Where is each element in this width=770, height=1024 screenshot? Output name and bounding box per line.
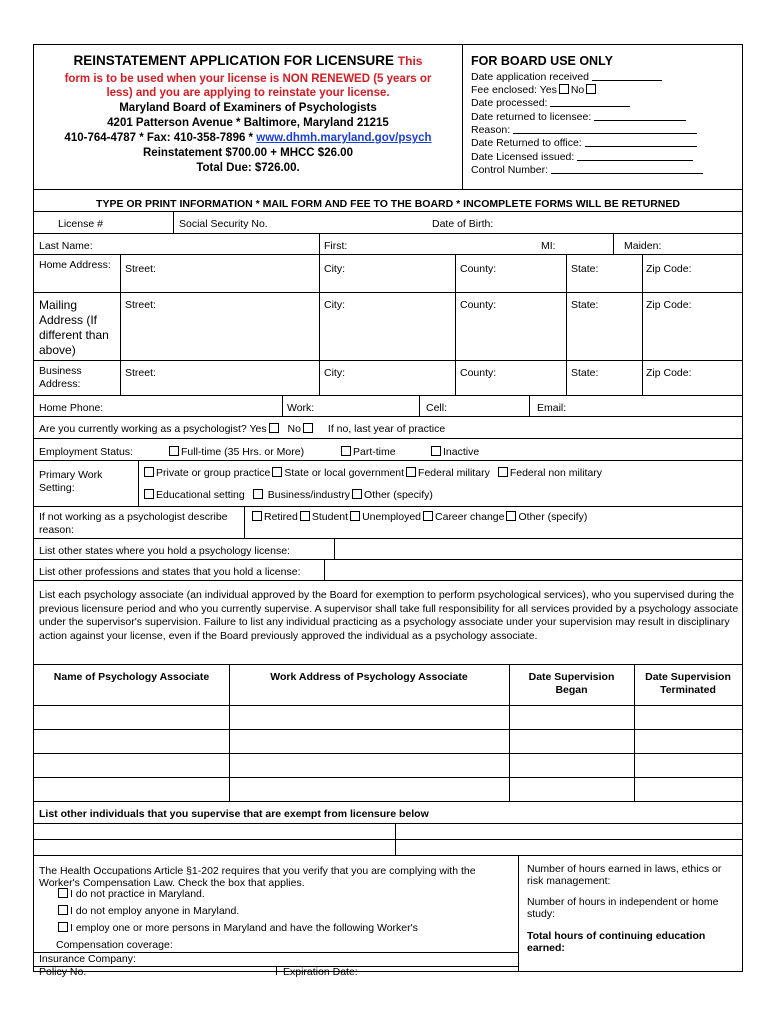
state-gov-checkbox[interactable] [272, 467, 282, 477]
license-row [34, 212, 742, 234]
primary-setting-label: Primary Work Setting: [39, 469, 103, 494]
associates-table-header [34, 665, 742, 706]
home-address-row [34, 255, 742, 293]
reason-options: Retired Student Unemployed Career change Other (specify) [250, 511, 587, 524]
reason-field[interactable]: Reason: [471, 124, 697, 137]
first-name-field[interactable]: First: [324, 240, 348, 252]
business-address-row [34, 361, 742, 396]
date-processed-field[interactable]: Date processed: [471, 97, 630, 110]
retired-checkbox[interactable] [252, 511, 262, 521]
workers-comp-section [34, 856, 742, 978]
table-row[interactable] [34, 730, 742, 754]
employment-status-label: Employment Status: [39, 446, 133, 458]
instructions: TYPE OR PRINT INFORMATION * MAIL FORM AND FEE TO THE BOARD * INCOMPLETE FORMS WILL BE RETURNED [96, 198, 680, 210]
full-time-checkbox[interactable] [169, 446, 179, 456]
ce-laws-field[interactable]: Number of hours earned in laws, ethics or risk management: [527, 863, 722, 887]
table-row[interactable] [34, 754, 742, 778]
table-row[interactable] [34, 778, 742, 802]
ce-total-field[interactable]: Total hours of continuing education earned: [527, 930, 706, 954]
fed-mil-checkbox[interactable] [406, 467, 416, 477]
not-working-row [34, 507, 742, 539]
table-row[interactable] [34, 706, 742, 730]
mi-field[interactable]: MI: [541, 240, 556, 252]
wc-option-2-checkbox[interactable] [58, 905, 68, 915]
business-address-label: Business Address: [39, 365, 82, 390]
other-states-row [34, 539, 742, 560]
date-returned-field[interactable]: Date returned to licensee: [471, 111, 686, 124]
insurance-company-field[interactable]: Insurance Company: [39, 953, 136, 965]
other-setting-checkbox[interactable] [352, 489, 362, 499]
exempt-heading-row [34, 802, 742, 824]
associates-paragraph: List each psychology associate (an individual approved by the Board for exemption to perform psychological services), who you supervised during the previous licensure period and who you currently supervise. A supervisor shall take full responsibility for all services provided by a psychology associate under the supervisor's supervision. Failure to list any individual practicing as a psychology associate under your supervision may result in disciplinary action against your license, even if the Board previously approved the individual as a psychology associate. [39, 589, 739, 642]
wc-option-3-checkbox[interactable] [58, 922, 68, 932]
working-no-checkbox[interactable] [303, 423, 313, 433]
fee-line: Reinstatement $700.00 + MHCC $26.00 [143, 147, 353, 159]
home-address-label: Home Address: [39, 259, 111, 271]
wc-option-3-cont: Compensation coverage: [56, 939, 173, 951]
workers-comp-paragraph: The Health Occupations Article §1-202 requires that you verify that you are complying with the Worker's Compensation Law. Check the box that applies. [39, 865, 476, 889]
cell-phone-field[interactable]: Cell: [426, 402, 448, 414]
email-field[interactable]: Email: [537, 402, 567, 414]
business-checkbox[interactable] [253, 489, 263, 499]
table-row[interactable] [34, 824, 742, 840]
wc-option-1[interactable]: I do not practice in Maryland. [56, 888, 205, 901]
form-title: REINSTATEMENT APPLICATION FOR LICENSURE This [73, 53, 423, 68]
board-address: 4201 Patterson Avenue * Baltimore, Maryland 21215 [107, 117, 389, 129]
instructions-row [34, 190, 742, 212]
total-due: Total Due: $726.00. [196, 162, 300, 174]
last-year-field[interactable]: If no, last year of practice [327, 423, 446, 435]
business-zip-field[interactable]: Zip Code: [646, 367, 692, 379]
other-professions-label: List other professions and states that you hold a license: [39, 566, 301, 578]
wc-option-1-checkbox[interactable] [58, 888, 68, 898]
mailing-street-field[interactable]: Street: [125, 299, 156, 311]
header-section [34, 45, 742, 190]
setting-row-1: Private or group practice State or local government Federal military Federal non military [142, 467, 602, 480]
fed-nonmil-checkbox[interactable] [498, 467, 508, 477]
exempt-heading: List other individuals that you supervise that are exempt from licensure below [39, 808, 429, 820]
full-time-option[interactable]: Full-time (35 Hrs. or More) [167, 446, 304, 459]
other-reason-checkbox[interactable] [506, 511, 516, 521]
board-name: Maryland Board of Examiners of Psychologists [119, 102, 377, 114]
not-working-label: If not working as a psychologist describe reason: [39, 511, 228, 536]
fee-yes-checkbox[interactable] [559, 84, 569, 94]
other-professions-row [34, 560, 742, 581]
mailing-zip-field[interactable]: Zip Code: [646, 299, 692, 311]
expiration-date-field[interactable]: Expiration Date: [283, 966, 358, 978]
business-street-field[interactable]: Street: [125, 367, 156, 379]
student-checkbox[interactable] [300, 511, 310, 521]
table-row[interactable] [34, 840, 742, 856]
wc-option-3[interactable]: I employ one or more persons in Maryland and have the following Worker's [56, 922, 418, 935]
working-question: Are you currently working as a psychologist? Yes No If no, last year of practice [39, 423, 446, 435]
col-date-began: Date Supervision Began [528, 671, 615, 696]
wc-option-2[interactable]: I do not employ anyone in Maryland. [56, 905, 239, 918]
date-licensed-field[interactable]: Date Licensed issued: [471, 151, 693, 164]
date-returned-office-field[interactable]: Date Returned to office: [471, 137, 697, 150]
date-received-field[interactable]: Date application received [471, 71, 662, 84]
last-name-field[interactable]: Last Name: [39, 240, 93, 252]
mailing-city-field[interactable]: City: [324, 299, 345, 311]
dob-field[interactable]: Date of Birth: [432, 218, 494, 230]
policy-number-field[interactable]: Policy No. [39, 966, 87, 978]
license-number-field[interactable]: License # [58, 218, 103, 230]
home-zip-field[interactable]: Zip Code: [646, 263, 692, 275]
business-city-field[interactable]: City: [324, 367, 345, 379]
private-checkbox[interactable] [144, 467, 154, 477]
reinstatement-form [33, 44, 743, 978]
associates-paragraph-row [34, 581, 742, 665]
working-yes-checkbox[interactable] [269, 423, 279, 433]
website-link[interactable]: www.dhmh.maryland.gov/psych [256, 132, 432, 144]
working-question-row [34, 417, 742, 439]
mailing-address-label: Mailing Address (If different than above) [39, 298, 109, 357]
control-number-field[interactable]: Control Number: [471, 164, 703, 177]
setting-row-2: Educational setting Business/industry Other (specify) [142, 489, 433, 502]
board-contact: 410-764-4787 * Fax: 410-358-7896 * www.dhmh.maryland.gov/psych [64, 132, 432, 144]
part-time-option[interactable]: Part-time [339, 446, 396, 459]
board-use-title: FOR BOARD USE ONLY [471, 54, 613, 68]
career-change-checkbox[interactable] [423, 511, 433, 521]
ssn-field[interactable]: Social Security No. [179, 218, 268, 230]
ce-independent-field[interactable]: Number of hours in independent or home study: [527, 896, 719, 920]
business-state-field[interactable]: State: [571, 367, 599, 379]
home-phone-field[interactable]: Home Phone: [39, 402, 104, 414]
col-work-address: Work Address of Psychology Associate [270, 671, 468, 683]
fee-enclosed-field: Fee enclosed: Yes No [471, 84, 598, 97]
form-subtitle-1: form is to be used when your license is NON RENEWED (5 years or [64, 73, 432, 85]
primary-setting-row [34, 461, 742, 507]
fee-no-checkbox[interactable] [586, 84, 596, 94]
mailing-county-field[interactable]: County: [460, 299, 497, 311]
name-row [34, 234, 742, 255]
home-county-field[interactable]: County: [460, 263, 497, 275]
educational-checkbox[interactable] [144, 489, 154, 499]
employment-status-row [34, 439, 742, 461]
maiden-name-field[interactable]: Maiden: [624, 240, 662, 252]
col-date-terminated: Date Supervision Terminated [645, 671, 731, 696]
part-time-checkbox[interactable] [341, 446, 351, 456]
unemployed-checkbox[interactable] [350, 511, 360, 521]
work-phone-field[interactable]: Work: [287, 402, 315, 414]
form-subtitle-2: less) and you are applying to reinstate your license. [106, 87, 390, 99]
home-street-field[interactable]: Street: [125, 263, 156, 275]
other-states-label: List other states where you hold a psychology license: [39, 545, 290, 557]
home-state-field[interactable]: State: [571, 263, 599, 275]
mailing-state-field[interactable]: State: [571, 299, 599, 311]
col-associate-name: Name of Psychology Associate [53, 671, 210, 683]
home-city-field[interactable]: City: [324, 263, 345, 275]
phone-row [34, 396, 742, 417]
mailing-address-row [34, 293, 742, 361]
inactive-checkbox[interactable] [431, 446, 441, 456]
inactive-option[interactable]: Inactive [429, 446, 479, 459]
business-county-field[interactable]: County: [460, 367, 497, 379]
